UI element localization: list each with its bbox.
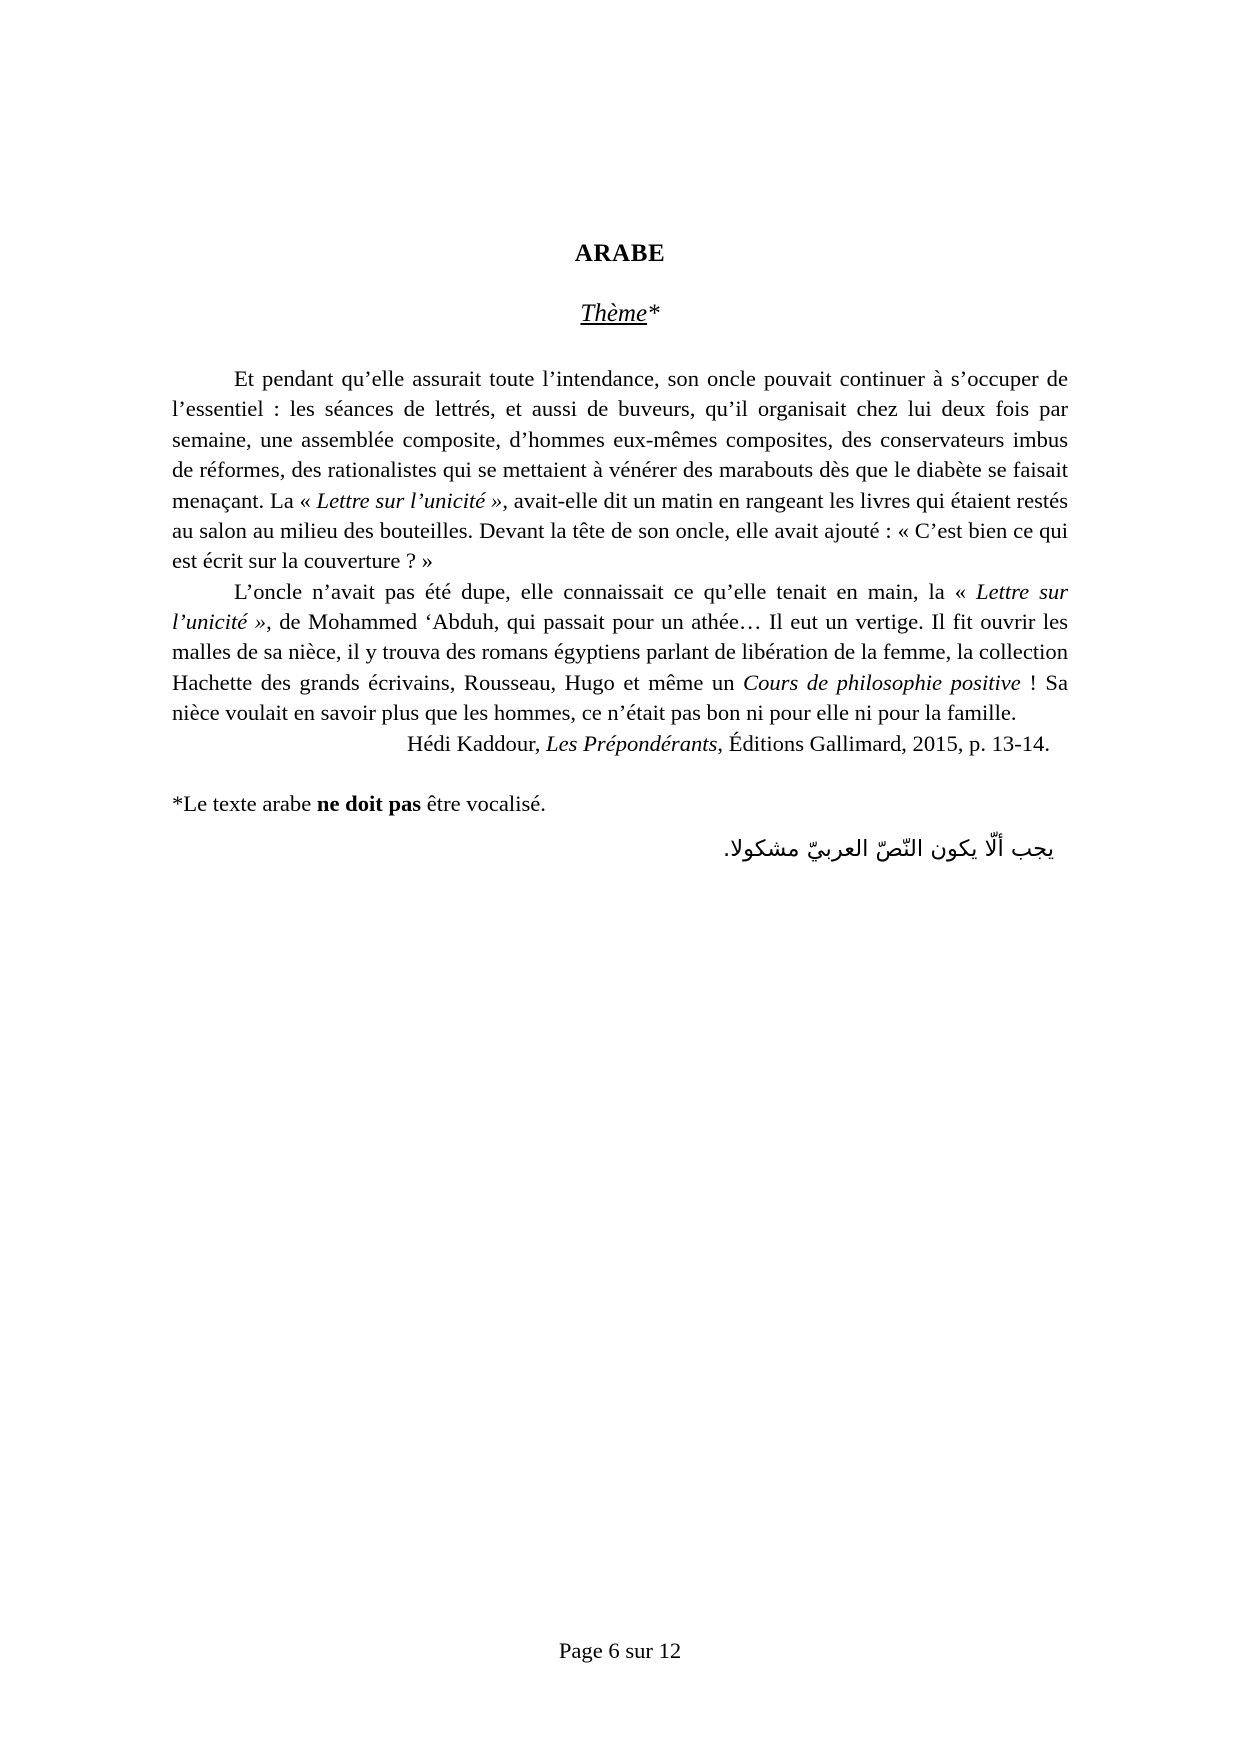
run-text: , avait-elle dit un matin en rangeant les livres qui étaient restés au salon au milieu des bouteilles. Devant la tête de son oncle, elle avait ajouté : « C’est bien ce qui est écrit sur la couverture ? » xyxy=(172,487,1068,574)
run-text: Et pendant qu’elle assurait toute l’intendance, son oncle pouvait continuer à s’occuper de l’essentiel : les séances de lettrés, et aussi de buveurs, qu’il organisait chez lui deux fois par semaine, une assemblée composite, d’hommes eux-mêmes composites, des conservateurs imbus de réformes, des rationalistes qui se mettaient à vénérer des marabouts dès que le diabète se faisait menaçant. La « xyxy=(172,366,1068,513)
run-text: ! Sa nièce voulait en savoir plus que les hommes, ce n’était pas bon ni pour elle ni pour la famille. xyxy=(172,669,1068,726)
passage-paragraph-1 xyxy=(172,364,1068,577)
attribution-author: Hédi Kaddour, xyxy=(407,730,547,756)
exercise-subtitle-marker: * xyxy=(647,300,660,327)
run-italic: Lettre sur l’unicité » xyxy=(316,487,503,513)
run-italic: Lettre sur l’unicité » xyxy=(172,578,1068,634)
footnote xyxy=(172,789,1068,819)
run-text: L’oncle n’avait pas été dupe, elle connaissait ce qu’elle tenait en main, la « xyxy=(234,578,977,604)
page-title: ARABE xyxy=(574,240,666,267)
document-content xyxy=(172,240,1068,867)
exercise-subtitle xyxy=(172,300,1068,328)
passage-body xyxy=(172,364,1068,729)
footnote-suffix: être vocalisé. xyxy=(421,790,546,816)
attribution-publisher: , Éditions Gallimard, 2015, p. 13-14. xyxy=(717,730,1050,756)
run-text: , de Mohammed ‘Abduh, qui passait pour un athée… Il eut un vertige. Il fit ouvrir les malles de sa nièce, il y trouva des romans égyptiens parlant de libération de la femme, la collection Hachette des grands écrivains, Rousseau, Hugo et même un xyxy=(172,609,1068,695)
page-footer: Page 6 sur 12 xyxy=(558,1638,682,1663)
footnote-prefix: *Le texte arabe xyxy=(172,790,317,816)
exercise-subtitle-label: Thème xyxy=(580,300,648,327)
source-attribution xyxy=(172,729,1068,759)
attribution-work: Les Prépondérants xyxy=(546,730,718,756)
passage-paragraph-2 xyxy=(172,577,1068,729)
run-italic: Cours de philosophie positive xyxy=(743,669,1021,695)
footnote-arabic: يجب ألّا يكون النّصّ العربيّ مشكولا. xyxy=(723,836,1054,863)
footnote-bold: ne doit pas xyxy=(316,790,422,816)
